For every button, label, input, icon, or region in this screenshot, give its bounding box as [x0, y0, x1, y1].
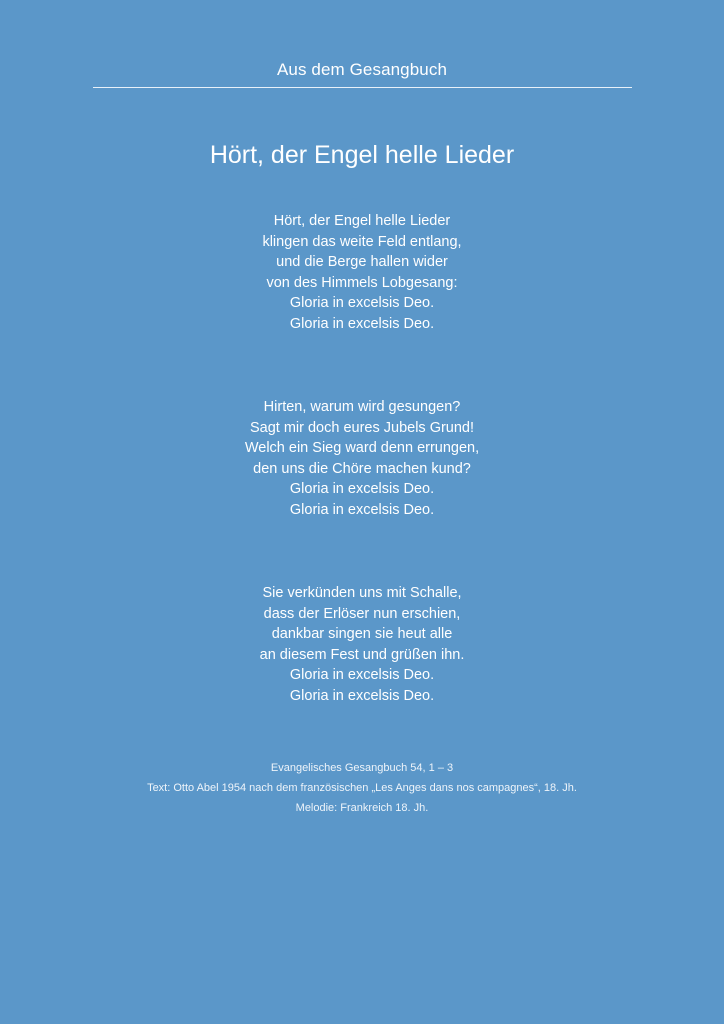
stanza-line: dass der Erlöser nun erschien,: [263, 605, 461, 622]
stanza-line: Gloria in excelsis Deo.: [289, 687, 435, 704]
section-header: Aus dem Gesangbuch: [276, 60, 447, 79]
credit-text-author: Text: Otto Abel 1954 nach dem französischen „Les Anges dans nos campagnes“, 18. Jh.: [147, 782, 577, 794]
credit-source: Evangelisches Gesangbuch 54, 1 – 3: [270, 762, 454, 774]
stanza-line: Gloria in excelsis Deo.: [289, 315, 435, 332]
stanza-line: Hört, der Engel helle Lieder: [273, 213, 451, 229]
stanza-line: Gloria in excelsis Deo.: [289, 501, 435, 518]
stanza-2: [0, 397, 724, 520]
stanza-line: Gloria in excelsis Deo.: [289, 295, 435, 311]
stanza-3: [0, 583, 724, 706]
stanza-1: [0, 211, 724, 334]
song-title: Hört, der Engel helle Lieder: [209, 141, 515, 169]
stanza-line: Sagt mir doch eures Jubels Grund!: [249, 419, 475, 436]
stanza-line: Welch ein Sieg ward denn errungen,: [244, 440, 480, 456]
stanza-line: den uns die Chöre machen kund?: [253, 460, 471, 477]
stanza-line: dankbar singen sie heut alle: [271, 626, 453, 642]
credit-melody: Melodie: Frankreich 18. Jh.: [295, 802, 429, 814]
header-divider: [93, 87, 632, 88]
stanza-line: Gloria in excelsis Deo.: [289, 481, 435, 497]
song-credits: [0, 758, 724, 818]
stanza-line: Sie verkünden uns mit Schalle,: [262, 585, 462, 601]
stanza-line: klingen das weite Feld entlang,: [262, 233, 462, 250]
stanza-line: an diesem Fest und grüßen ihn.: [259, 646, 465, 663]
stanza-line: Hirten, warum wird gesungen?: [263, 399, 461, 415]
stanza-line: von des Himmels Lobgesang:: [266, 274, 458, 291]
stanza-line: Gloria in excelsis Deo.: [289, 667, 435, 683]
stanza-line: und die Berge hallen wider: [276, 254, 448, 270]
